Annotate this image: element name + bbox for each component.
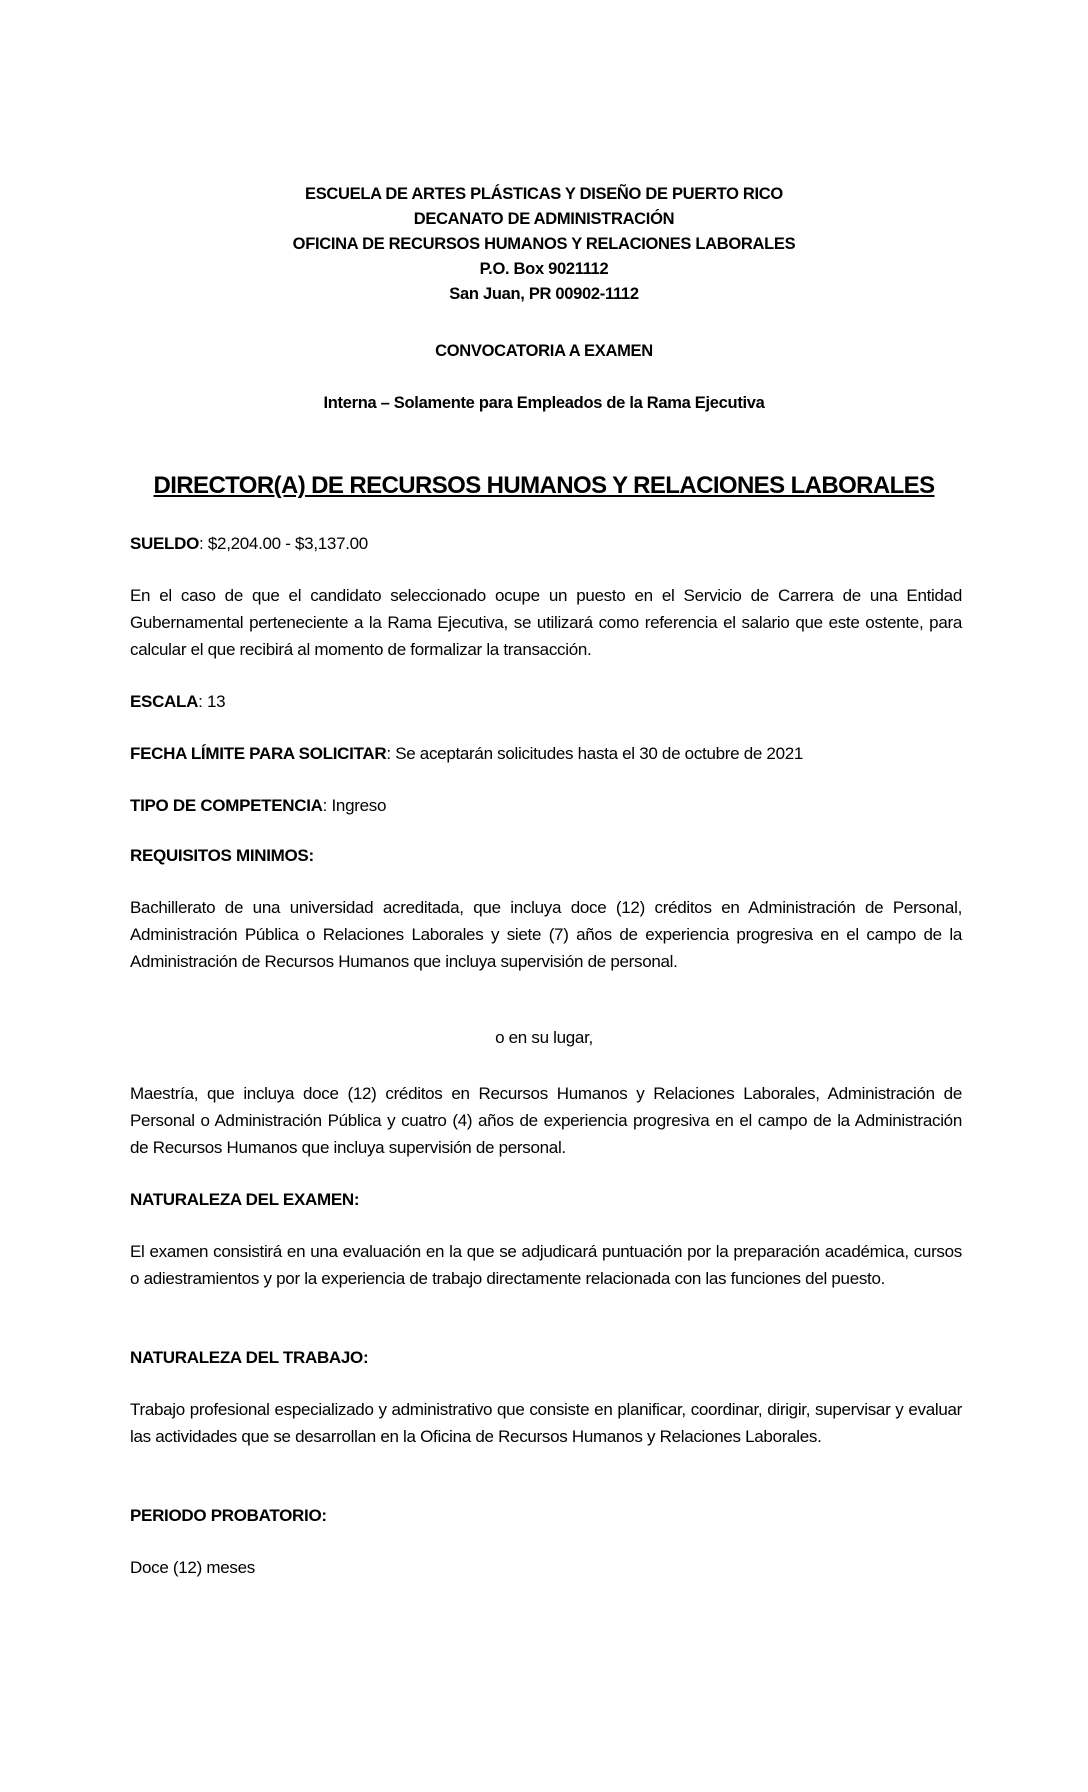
requisitos-or: o en su lugar,	[495, 1028, 593, 1047]
header-line-po-box: P.O. Box 9021112	[479, 260, 609, 278]
requisitos-option-1: Bachillerato de una universidad acreditada, que incluya doce (12) créditos en Administración de Personal, Administración Pública o Relaciones Laborales y siete (7) años de experiencia progresiva en el campo de la Administración de Recursos Humanos que incluya supervisión de personal.	[130, 898, 962, 971]
requisitos-suffix: :	[308, 846, 314, 865]
escala-value: : 13	[198, 692, 226, 711]
periodo-probatorio-suffix: :	[321, 1506, 327, 1525]
sueldo-label: SUELDO	[130, 534, 200, 553]
naturaleza-examen-suffix: :	[353, 1190, 360, 1209]
requisitos-heading	[130, 842, 962, 869]
naturaleza-trabajo-suffix: :	[362, 1348, 369, 1367]
header-line-city: San Juan, PR 00902-1112	[449, 285, 639, 303]
fecha-limite-value: : Se aceptarán solicitudes hasta el 30 de octubre de 2021	[386, 744, 804, 763]
naturaleza-examen-text: El examen consistirá en una evaluación en la que se adjudicará puntuación por la preparación académica, cursos o adiestramientos y por la experiencia de trabajo directamente relacionada con las funciones del puesto.	[130, 1242, 962, 1288]
subtitle: Interna – Solamente para Empleados de la Rama Ejecutiva	[323, 394, 765, 412]
periodo-probatorio-text: Doce (12) meses	[130, 1558, 255, 1577]
convocatoria-heading: CONVOCATORIA A EXAMEN	[435, 342, 653, 360]
institution-header	[0, 182, 1088, 307]
header-line-institution: ESCUELA DE ARTES PLÁSTICAS Y DISEÑO DE PUERTO RICO	[305, 185, 783, 203]
tipo-competencia-label: TIPO DE COMPETENCIA	[130, 796, 323, 815]
naturaleza-examen-heading	[130, 1186, 962, 1213]
periodo-probatorio-label: PERIODO PROBATORIO	[130, 1506, 322, 1525]
escala-label: ESCALA	[130, 692, 199, 711]
sueldo-value: : $2,204.00 - $3,137.00	[199, 534, 368, 553]
tipo-competencia-value: : Ingreso	[322, 796, 387, 815]
escala-field	[130, 688, 962, 715]
fecha-limite-label: FECHA LÍMITE PARA SOLICITAR	[130, 744, 387, 763]
job-title: DIRECTOR(A) DE RECURSOS HUMANOS Y RELACIONES LABORALES	[153, 472, 935, 499]
naturaleza-trabajo-label: NATURALEZA DEL TRABAJO	[130, 1348, 363, 1367]
header-line-decanato: DECANATO DE ADMINISTRACIÓN	[413, 210, 675, 228]
header-line-office: OFICINA DE RECURSOS HUMANOS Y RELACIONES LABORALES	[292, 235, 796, 253]
sueldo-field	[130, 530, 962, 557]
salary-note: En el caso de que el candidato seleccionado ocupe un puesto en el Servicio de Carrera de una Entidad Gubernamental perteneciente a la Rama Ejecutiva, se utilizará como referencia el salario que este ostente, para calcular el que recibirá al momento de formalizar la transacción.	[130, 586, 962, 659]
fecha-limite-field	[130, 740, 962, 767]
naturaleza-trabajo-text: Trabajo profesional especializado y administrativo que consiste en planificar, coordinar, dirigir, supervisar y evaluar las actividades que se desarrollan en la Oficina de Recursos Humanos y Relaciones Laborales.	[130, 1400, 962, 1446]
requisitos-option-2: Maestría, que incluya doce (12) créditos en Recursos Humanos y Relaciones Laborales, Administración de Personal o Administración Pública y cuatro (4) años de experiencia progresiva en el campo de la Administración de Recursos Humanos que incluya supervisión de personal.	[130, 1084, 962, 1157]
requisitos-label: REQUISITOS MINIMOS	[130, 846, 309, 865]
naturaleza-trabajo-heading	[130, 1344, 962, 1371]
periodo-probatorio-heading	[130, 1502, 962, 1529]
naturaleza-examen-label: NATURALEZA DEL EXAMEN	[130, 1190, 354, 1209]
tipo-competencia-field	[130, 792, 962, 819]
